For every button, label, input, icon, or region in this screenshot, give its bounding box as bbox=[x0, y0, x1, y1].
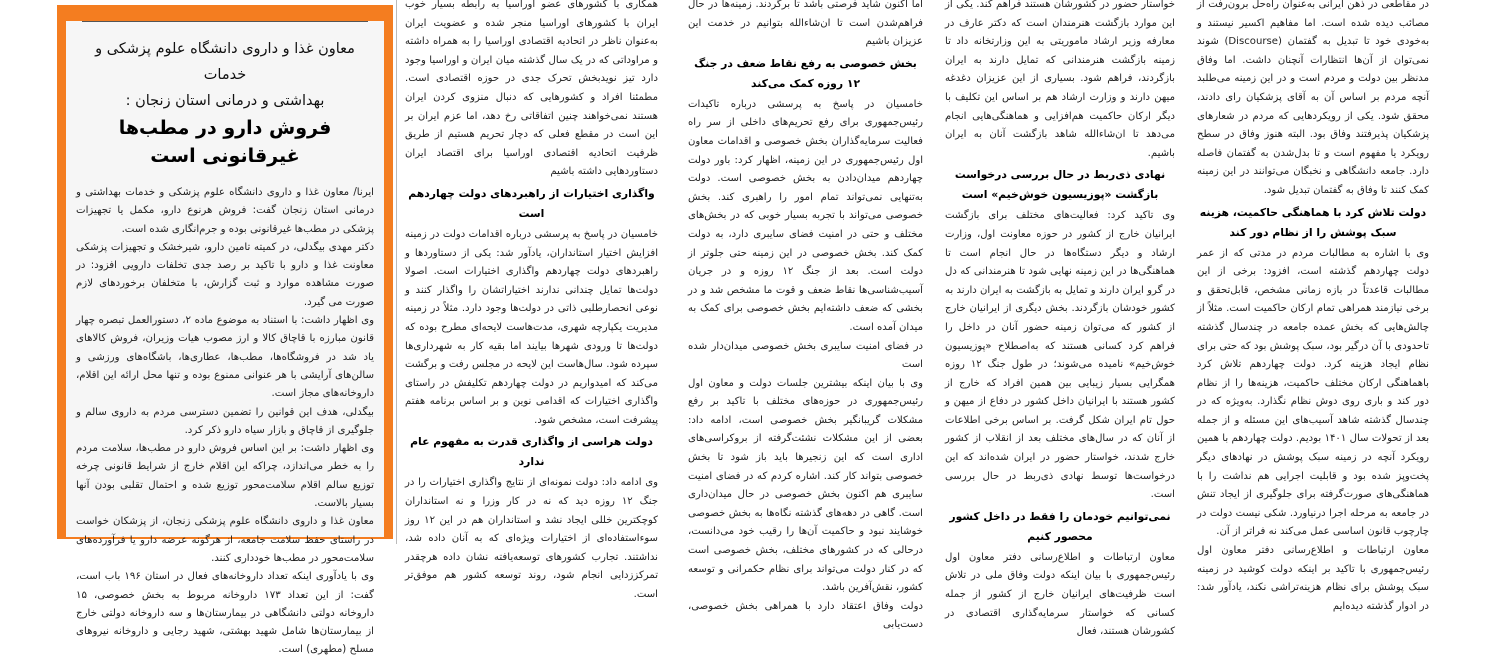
box-headline: فروش دارو در مطب‌ها غیرقانونی است bbox=[118, 117, 332, 167]
column-subheading: نمی‌توانیم خودمان را فقط در داخل کشور محصور کنیم bbox=[949, 509, 1171, 543]
column-paragraph: در مقاطعی در ذهن ایرانی به‌عنوان راه‌حل برون‌رفت از مصائب دیده شده است. اما مفاهیم اکسیر نیستند و به‌خودی خود تا تبدیل به گفتمان (Discourse) شوند نمی‌توان از آن‌ها انتظارات آنچنان داشت. اما وفاق مدنظر بین دولت و مردم است و در این زمینه می‌طلبد آنچه مردم بر اساس آن به آقای پزشکیان رای دادند، محقق شود. یکی از رویکردهایی که مردم در شعارهای پزشکیان پذیرفتند وفاق بود. البته هنوز وفاق در سطح رویکرد یا مفهوم است و تا بدل‌شدن به گفتمان فاصله دارد. جامعه دانشگاهی و نخبگان می‌توانند در این زمینه کمک کنند تا وفاق به گفتمان تبدیل شود. bbox=[1197, 0, 1429, 196]
article-column-2 bbox=[405, 0, 658, 601]
column-paragraph: خامسیان در پاسخ به پرسشی درباره اقدامات دولت در زمینه افزایش اختیار استانداران، یادآور شد: یکی از دستاوردها و راهبردهای دولت چهاردهم واگذاری اختیارات است. اصولا دولت‌ها تمایل چندانی ندارند اختیاراتشان را واگذار کنند و نوعی انحصارطلبی ذاتی در دولت‌ها وجود دارد. مثلاً در زمینه مدیریت یکپارچه شهری، مدت‌هاست لایحه‌ای مطرح بوده که دولت‌ها تا ورودی شهرها بیایند اما بقیه کار به شهرداری‌ها سپرده شود. سال‌هاست این لایحه در مجلس رفت و برگشت می‌کند که امیدواریم در دولت چهاردهم تکلیفش در راستای واگذاری اختیارات که اقدامی نوین و بر اساس برنامه هفتم پیشرفت است، مشخص شود. bbox=[405, 228, 658, 426]
article-column-4 bbox=[945, 0, 1175, 638]
column-subheading: واگذاری اختیارات از راهبردهای دولت چهاردهم است bbox=[408, 186, 655, 220]
box-paragraph: ایرنا/ معاون غذا و داروی دانشگاه علوم پزشکی و خدمات بهداشتی و درمانی استان زنجان گفت: فروش هرنوع دارو، مکمل یا تجهیزات پزشکی در مطب‌ها غیرقانونی بوده و جرم‌انگاری شده است. bbox=[76, 187, 374, 235]
column-subheading: دولت تلاش کرد با هماهنگی حاکمیت، هزینه سبک پوشش را از نظام دور کند bbox=[1199, 205, 1427, 239]
box-kicker bbox=[76, 36, 374, 114]
column-paragraph: اما اکنون شاید فرصتی باشد تا برگردند. زمینه‌ها در حال فراهم‌شدن است تا ان‌شاءالله بتوانیم در خدمت این عزیزان باشیم bbox=[688, 0, 923, 48]
box-top-rule bbox=[82, 21, 368, 22]
page-margin-right bbox=[1440, 0, 1494, 544]
column-paragraph: دولت وفاق اعتقاد دارد با همراهی بخش خصوصی، دست‌یابی bbox=[688, 600, 923, 631]
column-subheading: دولت هراسی از واگذاری قدرت به مفهوم عام ندارد bbox=[410, 435, 653, 469]
column-paragraph: وی با اشاره به مطالبات مردم در مدتی که از عمر دولت چهاردهم گذشته است، افزود: برخی از این مطالبات قاعدتاً در بازه زمانی مشخص، قابل‌تحقق و برخی نیازمند همراهی تمام ارکان حاکمیت است. مثلاً از چالش‌هایی که بخش عمده جامعه در چندسال گذشته تاحدودی با آن درگیر بود، سبک پوشش بود که حتی برای نظام ایجاد هزینه کرد. دولت چهاردهم تلاش کرد باهماهنگی ارکان مختلف حاکمیت، هزینه‌ها را از نظام دور کند و باری روی دوش نظام نگذارد. به‌ویژه که در چندسال گذشته شاهد آسیب‌های این مسئله و از جمله بعد از تحولات سال ۱۴۰۱ بودیم. دولت چهاردهم با همین رویکرد آنچه در زمینه سبک پوشش در نهادهای دیگر پخت‌وپز شده بود و قابلیت اجرایی هم نداشت را با هماهنگی‌های صورت‌گرفته برای جلوگیری از ایجاد تنش در جامعه به مرحله اجرا درنیاورد. شکی نیست دولت در چارچوب قانون اساسی عمل می‌کند نه فراتر از آن. bbox=[1197, 247, 1430, 538]
column-paragraph: در فضای امنیت سایبری بخش خصوصی میدان‌دار شده است bbox=[688, 340, 923, 371]
news-box bbox=[57, 5, 393, 656]
article-column-3 bbox=[688, 0, 923, 631]
column-separator bbox=[396, 0, 397, 544]
column-paragraph: معاون ارتباطات و اطلاع‌رسانی دفتر معاون اول رئیس‌جمهوری با تاکید بر اینکه دولت کوشید در زمینه سبک پوشش برای نظام هزینه‌تراشی نکند، یادآور شد: در ادوار گذشته دیده‌ایم bbox=[1197, 545, 1429, 612]
article-column-5 bbox=[1197, 0, 1430, 612]
column-paragraph: وی با بیان اینکه بیشترین جلسات دولت و معاون اول رئیس‌جمهوری در حوزه‌های مختلف با تاکید بر رفع مشکلات گریبانگیر بخش خصوصی است، ادامه داد: بعضی از این مشکلات نشئت‌گرفته از بروکراسی‌های اداری است که این زنجیرها باید باز شود تا بخش خصوصی بتواند کار کند. اشاره کردم که در فضای امنیت سایبری هم اکنون بخش خصوصی در حال میدان‌داری است. گاهی در دهه‌های گذشته نگاه‌ها به بخش خصوصی خوشایند نبود و حاکمیت آن‌ها را رقیب خود می‌دانست، درحالی که در کشورهای مختلف، بخش خصوصی است که در کنار دولت می‌تواند برای نظام حکمرانی و توسعه کشور، نقش‌آفرین باشد. bbox=[688, 377, 923, 594]
box-body bbox=[76, 184, 374, 660]
column-paragraph: معاون ارتباطات و اطلاع‌رسانی دفتر معاون اول رئیس‌جمهوری با بیان اینکه دولت وفاق ملی در تلاش است ظرفیت‌های ایرانیان خارج از کشور از جمله کسانی که خواستار سرمایه‌گذاری اقتصادی در کشورشان هستند، فعال bbox=[945, 551, 1175, 638]
kicker-line-2: بهداشتی و درمانی استان زنجان : bbox=[125, 93, 325, 109]
box-paragraph: وی اظهار داشت: بر این اساس فروش دارو در مطب‌ها، سلامت مردم را به خطر می‌اندازد، چراکه این اقلام خارج از شرایط قانونی چرخه توزیع سالم اقلام سلامت‌محور توزیع شده و احتمال تقلبی بودن آنها بسیار بالاست. bbox=[76, 443, 374, 510]
box-paragraph: بیگدلی، هدف این قوانین را تضمین دسترسی مردم به داروی سالم و جلوگیری از قاچاق و بازار سیاه دارو ذکر کرد. bbox=[76, 406, 374, 436]
page-margin-left bbox=[0, 0, 57, 544]
column-paragraph: وی ادامه داد: دولت نمونه‌ای از نتایج واگذاری اختیارات را در جنگ ۱۲ روزه دید که نه در کار وزرا و نه استانداران کوچکترین خللی ایجاد نشد و استانداران هم در این ۱۲ روز سوءاستفاده‌ای از اختیارات ویژه‌ای که به آنان داده شد، نداشتند. تجارب کشورهای توسعه‌یافته نشان داده هرچقدر تمرکززدایی انجام شود، روند توسعه کشور هم موفق‌تر است. bbox=[405, 477, 658, 601]
column-paragraph: وی تاکید کرد: فعالیت‌های مختلف برای بازگشت ایرانیان خارج از کشور در حوزه معاونت اول، وزارت ارشاد و دیگر دستگاه‌ها در حال انجام است تا هماهنگی‌ها در این زمینه نهایی شود تا هنرمندانی که دل در گرو ایران دارند و تمایل به بازگشت به ایران دارند به کشور خودشان بازگردند. بخش دیگری از ایرانیان خارج از کشور که می‌توان زمینه حضور آنان در داخل را فراهم کرد کسانی هستند که به‌اصطلاح «پوزیسیون خوش‌خیم» نامیده می‌شوند؛ در طول جنگ ۱۲ روزه همگرایی بسیار زیبایی بین همین افراد که خارج از کشور هستند با ایرانیان داخل کشور در دفاع از میهن و حول تام ایران شکل گرفت. بر اساس برخی اطلاعات از آنان که در سال‌های مختلف بعد از انقلاب از کشور خارج شدند، خواستار حضور در ایران شده‌اند که این درخواست‌ها توسط نهادی ذی‌ربط در حال بررسی است. bbox=[945, 210, 1175, 501]
news-box-inner bbox=[66, 21, 384, 656]
box-paragraph: دکتر مهدی بیگدلی، در کمیته تامین دارو، شیرخشک و تجهیزات پزشکی معاونت غذا و دارو با تاکید بر رصد جدی تخلفات دارویی افزود: در صورت مشاهده موارد و ثبت گزارش، با متخلفان برخوردهای لازم صورت می گیرد. bbox=[76, 241, 374, 308]
box-paragraph: وی با یادآوری اینکه تعداد داروخانه‌های فعال در استان ۱۹۶ باب است، گفت: از این تعداد ۱۷۳ داروخانه مربوط به بخش خصوصی، ۱۵ داروخانه دولتی دانشگاهی در بیمارستان‌ها و سه داروخانه دولتی خارج از بیمارستان‌ها شامل شهید بهشتی، شهید رجایی و داروخانه نیروهای مسلح (مطهری) است. bbox=[76, 571, 374, 656]
column-subheading: بخش خصوصی به رفع نقاط ضعف در جنگ ۱۲ روزه کمک می‌کند bbox=[694, 56, 917, 90]
column-paragraph: همکاری با کشورهای عضو اوراسیا به رابطه بسیار خوب ایران با کشورهای اوراسیا منجر شده و عضویت ایران به‌عنوان ناظر در اتحادیه اقتصادی اوراسیا را به همراه داشته و مراوداتی که در یک سال گذشته میان ایران و اوراسیا وجود دارد تیز نویدبخش تحرک جدی در حوزه اقتصادی است. مطمئنا افراد و کشورهایی که دنبال منزوی کردن ایران هستند نمی‌خواهند چنین اتفاقاتی رخ دهد، اما عزم ایران بر این است در مقطع فعلی که دچار تحریم هستیم از طریق ظرفیت اتحادیه اقتصادی اوراسیا برای اقتصاد ایران دستاوردهایی داشته باشیم bbox=[405, 0, 658, 178]
box-paragraph: معاون غذا و داروی دانشگاه علوم پزشکی زنجان، از پزشکان خواست در راستای حفظ سلامت جامعه، از هرگونه عرضه دارو یا فرآورده‌های سلامت‌محور در مطب‌ها خودداری کنند. bbox=[76, 516, 374, 564]
box-paragraph: وی اظهار داشت: با استناد به موضوع ماده ۲، دستورالعمل تبصره چهار قانون مبارزه با قاچاق کالا و ارز مصوب هیات وزیران، فروش کالاهای یاد شد در فروشگاه‌ها، مطب‌ها، عطاری‌ها، باشگاه‌های ورزشی و سالن‌های آرایشی با هر عنوانی ممنوع بوده و تنها محل ارائه این اقلام، داروخانه‌های مجاز است. bbox=[76, 315, 374, 400]
column-paragraph: خامسیان در پاسخ به پرسشی درباره تاکیدات رئیس‌جمهوری برای رفع تحریم‌های داخلی از سر راه فعالیت سرمایه‌گذاران بخش خصوصی و اقدامات معاون اول رئیس‌جمهوری در این زمینه، اظهار کرد: باور دولت چهاردهم میدان‌دادن به بخش خصوصی است. دولت به‌تنهایی نمی‌تواند تمام امور را راهبری کند. بخش خصوصی می‌تواند با تجربه بسیار خوبی که در بخش‌های مختلف و حتی در امنیت فضای سایبری دارد، به دولت کمک کند. بخش خصوصی در این زمینه حتی جلوتر از دولت است. بعد از جنگ ۱۲ روزه و در جریان آسیب‌شناسی‌ها نقاط ضعف و قوت ما مشخص شد و در بخشی که ضعف داشته‌ایم بخش خصوصی برای کمک به میدان آمده است. bbox=[688, 98, 923, 333]
column-paragraph: خواستار حضور در کشورشان هستند فراهم کند. یکی از این موارد بازگشت هنرمندان است که دکتر عارف در معارفه وزیر ارشاد ماموریتی به این وزارتخانه داد تا زمینه بازگشت هنرمندانی که تمایل دارند به ایران بازگردند، فراهم شود. بسیاری از این عزیزان دغدغه میهن دارند و وزارت ارشاد هم بر اساس این تکلیف با دیگر ارکان حاکمیت هم‌افزایی و هماهنگی‌هایی انجام می‌دهد تا ان‌شاءالله شاهد بازگشت آنان به ایران باشیم. bbox=[945, 0, 1175, 159]
kicker-line-1: معاون غذا و داروی دانشگاه علوم پزشکی و خدمات bbox=[95, 41, 355, 83]
column-subheading: نهادی ذی‌ربط در حال بررسی درخواست بازگشت «پوزیسیون خوش‌خیم» است bbox=[954, 168, 1166, 202]
